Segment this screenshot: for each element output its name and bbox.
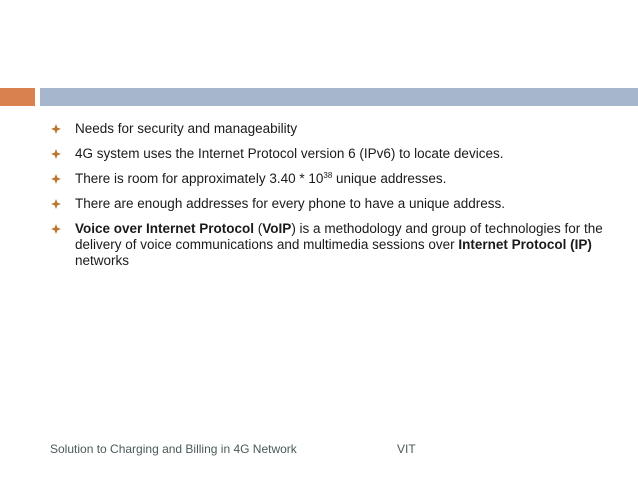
bullet-item-enough-addresses <box>50 196 620 212</box>
bullet-text-pre: There is room for approximately 3.40 * 10 <box>75 171 324 186</box>
ip-term: Internet Protocol (IP) <box>458 237 592 252</box>
diamond-bullet-icon <box>50 223 62 235</box>
diamond-bullet-icon <box>50 148 62 160</box>
header-accent-orange-bar <box>0 88 35 106</box>
bullet-text: There are enough addresses for every phone to have a unique address. <box>75 196 506 211</box>
footer-title: Solution to Charging and Billing in 4G Network <box>50 442 297 456</box>
exponent: 38 <box>323 171 333 180</box>
bullet-list <box>50 121 620 278</box>
bullet-text: Needs for security and manageability <box>75 121 298 136</box>
voip-text-3: networks <box>75 253 130 268</box>
voip-abbrev: VoIP <box>262 221 292 236</box>
bullet-item-ipv6 <box>50 146 620 162</box>
diamond-bullet-icon <box>50 198 62 210</box>
bullet-item-voip <box>50 221 620 269</box>
voip-text-1: ( <box>254 221 263 236</box>
footer-org: VIT <box>397 442 416 456</box>
diamond-bullet-icon <box>50 173 62 185</box>
bullet-item-address-room <box>50 171 620 187</box>
bullet-text-post: unique addresses. <box>332 171 447 186</box>
bullet-text: 4G system uses the Internet Protocol version 6 (IPv6) to locate devices. <box>75 146 504 161</box>
voip-term: Voice over Internet Protocol <box>75 221 255 236</box>
diamond-bullet-icon <box>50 123 62 135</box>
voip-text-2: ) is a methodology and group of technologies for the delivery of voice communications and multimedia sessions over <box>75 221 603 252</box>
bullet-item-security <box>50 121 620 137</box>
header-accent-blue-bar <box>40 88 638 106</box>
